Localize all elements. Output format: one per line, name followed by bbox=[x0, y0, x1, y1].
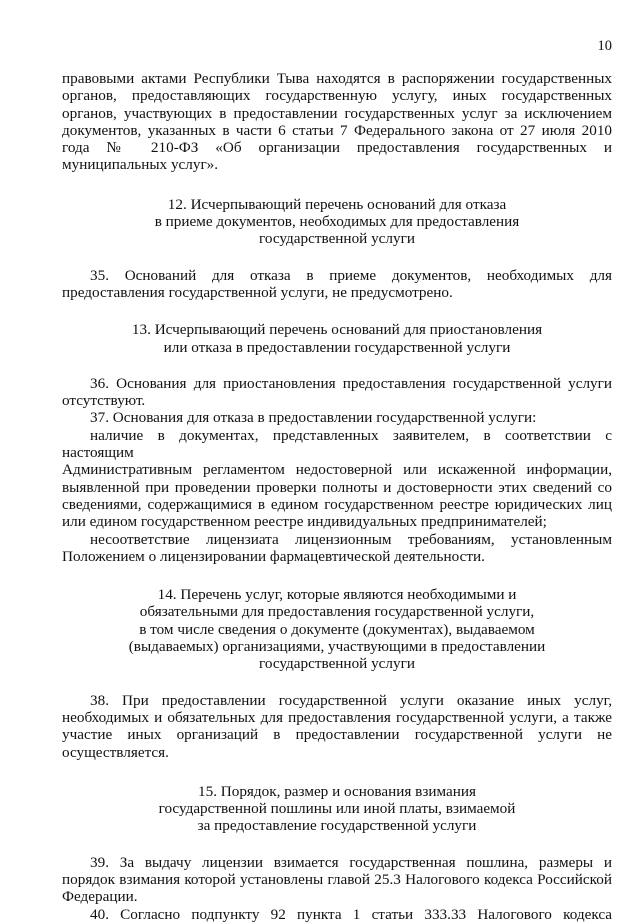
text-line: органов, предоставляющих государственную услугу, иных государственных bbox=[62, 87, 612, 105]
text-line: Положением о лицензировании фармацевтической деятельности. bbox=[62, 547, 485, 565]
heading-line: 15. Порядок, размер и основания взимания bbox=[198, 782, 476, 800]
text-line: 40. Согласно подпункту 92 пункта 1 статьи 333.33 Налогового кодекса bbox=[90, 905, 612, 923]
text-line: сведениями, содержащимися в едином государственном реестре юридических лиц bbox=[62, 495, 612, 513]
heading-line: 13. Исчерпывающий перечень оснований для приостановления bbox=[131, 321, 543, 339]
text-line: отсутствуют. bbox=[62, 392, 146, 410]
text-line: 38. При предоставлении государственной услуги оказание иных услуг, bbox=[90, 691, 612, 709]
text-line: несоответствие лицензиата лицензионным требованиям, установленным bbox=[90, 530, 612, 548]
paragraph-39 bbox=[62, 854, 612, 906]
text-line: осуществляется. bbox=[62, 743, 169, 761]
heading-line: за предоставление государственной услуги bbox=[197, 817, 477, 835]
text-line: выявленной при проведении проверки полноты и достоверности этих сведений со bbox=[62, 478, 612, 496]
text-line: правовыми актами Республики Тыва находятся в распоряжении государственных bbox=[62, 70, 612, 87]
text-line: порядок взимания которой установлены главой 25.3 Налогового кодекса Российской bbox=[62, 870, 612, 888]
text-line: документов, указанных в части 6 статьи 7 Федерального закона от 27 июля 2010 bbox=[62, 121, 612, 139]
section-14-heading bbox=[62, 586, 612, 672]
heading-line: или отказа в предоставлении государственной услуги bbox=[163, 338, 511, 356]
paragraph-35 bbox=[62, 267, 612, 302]
heading-line: государственной услуги bbox=[259, 230, 415, 248]
paragraph-36 bbox=[62, 375, 612, 410]
paragraph-37: 37. Основания для отказа в предоставлении государственной услуги: bbox=[90, 409, 537, 427]
text-line: органов, участвующих в предоставлении государственных услуг за исключением bbox=[62, 104, 612, 122]
heading-line: (выдаваемых) организациями, участвующими в предоставлении bbox=[128, 638, 546, 656]
text-line: года № 210-ФЗ «Об организации предоставления государственных и bbox=[62, 139, 612, 157]
text-line: 36. Основания для приостановления предоставления государственной услуги bbox=[90, 374, 612, 392]
paragraph-37-item-2 bbox=[62, 531, 612, 566]
text-line: необходимых и обязательных для предоставления государственной услуги, а также bbox=[62, 708, 612, 726]
page-number: 10 bbox=[597, 38, 612, 54]
heading-line: 12. Исчерпывающий перечень оснований для отказа bbox=[167, 195, 507, 213]
paragraph-38 bbox=[62, 692, 612, 761]
document-body bbox=[62, 70, 612, 923]
text-line: 39. За выдачу лицензии взимается государственная пошлина, размеры и bbox=[90, 853, 612, 871]
section-15-heading bbox=[62, 783, 612, 835]
section-13-heading bbox=[62, 321, 612, 356]
heading-line: государственной услуги bbox=[259, 655, 415, 673]
text-line: муниципальных услуг». bbox=[62, 156, 219, 174]
section-12-heading bbox=[62, 196, 612, 248]
text-line: 35. Оснований для отказа в приеме документов, необходимых для bbox=[90, 266, 612, 284]
text-line: наличие в документах, представленных заявителем, в соответствии с настоящим bbox=[62, 426, 612, 462]
heading-line: в приеме документов, необходимых для предоставления bbox=[154, 213, 520, 231]
heading-line: обязательными для предоставления государственной услуги, bbox=[139, 603, 535, 621]
heading-line: государственной пошлины или иной платы, взимаемой bbox=[158, 800, 516, 818]
text-line: Федерации. bbox=[62, 888, 138, 906]
paragraph-40 bbox=[62, 906, 612, 923]
heading-line: 14. Перечень услуг, которые являются необходимыми и bbox=[157, 586, 517, 604]
text-line: предоставления государственной услуги, не предусмотрено. bbox=[62, 283, 453, 301]
text-line: участие иных организаций в предоставлении государственной услуги не bbox=[62, 726, 612, 744]
paragraph-37-item-1 bbox=[62, 427, 612, 531]
heading-line: в том числе сведения о документе (документах), выдаваемом bbox=[139, 620, 535, 638]
intro-paragraph bbox=[62, 70, 612, 174]
text-line: или едином государственном реестре индивидуальных предпринимателей; bbox=[62, 513, 547, 531]
text-line: Административным регламентом недостоверной или искаженной информации, bbox=[62, 461, 612, 479]
